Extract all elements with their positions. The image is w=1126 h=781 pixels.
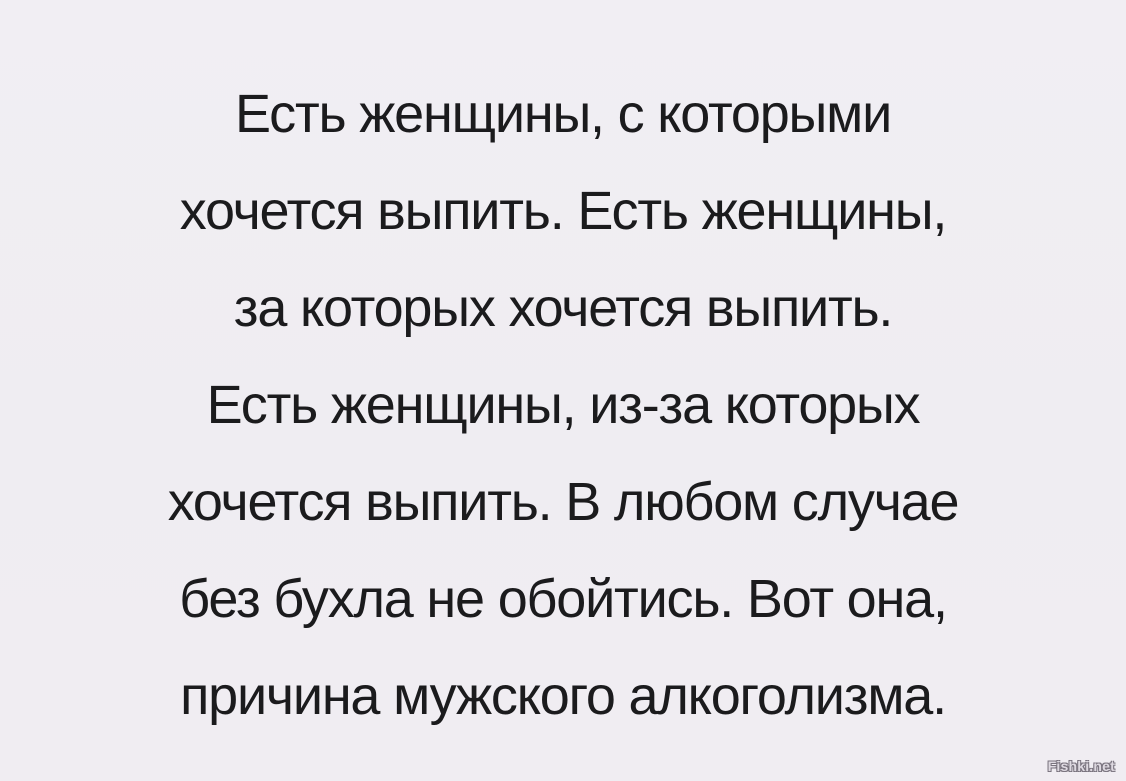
meme-text-line-1: Есть женщины, с которыми (234, 84, 892, 144)
meme-text (0, 66, 1126, 745)
meme-text-line-3: за которых хочется выпить. (233, 278, 893, 338)
meme-text-line-7: причина мужского алкоголизма. (180, 666, 946, 726)
meme-text-line-5: хочется выпить. В любом случае (167, 472, 959, 532)
watermark-fishki-net: Fishki.net (1047, 758, 1115, 774)
meme-text-line-6: без бухла не обойтись. Вот она, (179, 569, 947, 629)
meme-text-line-4: Есть женщины, из-за которых (206, 375, 920, 435)
meme-text-line-2: хочется выпить. Есть женщины, (179, 181, 947, 241)
